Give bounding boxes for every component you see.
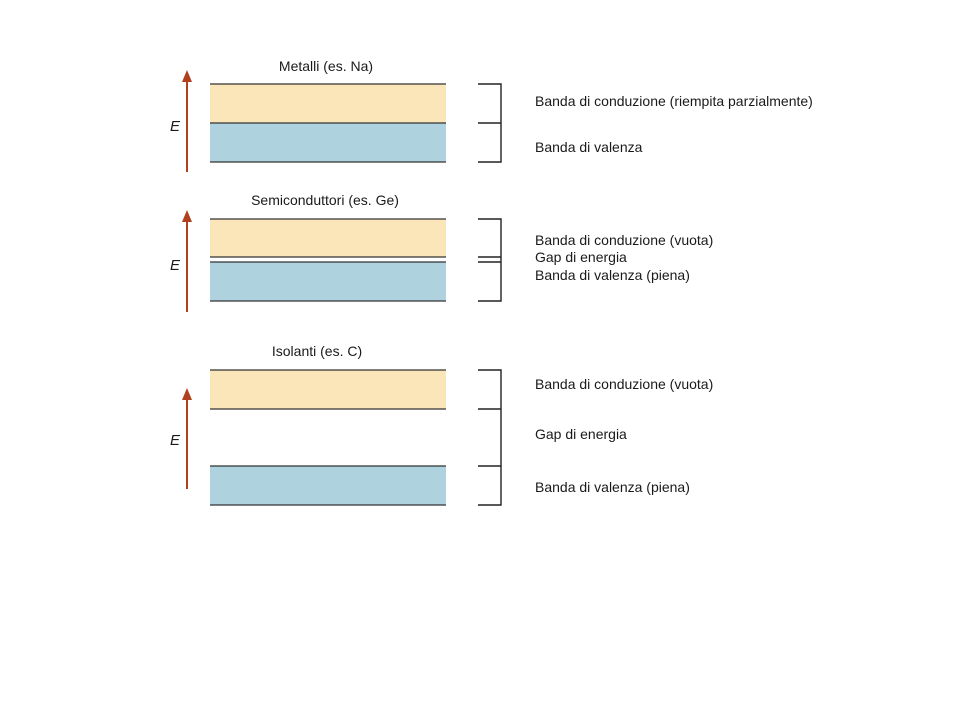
energy-arrowhead-icon (182, 70, 192, 82)
conduction-band-label: Banda di conduzione (vuota) (535, 376, 714, 392)
panel-semiconductors (170, 192, 713, 312)
conduction-band-label: Banda di conduzione (vuota) (535, 232, 714, 248)
panel-title-metals: Metalli (es. Na) (278, 58, 374, 74)
conduction-band (210, 219, 446, 257)
valence-band-label: Banda di valenza (piena) (535, 267, 690, 283)
energy-axis-label: E (169, 118, 181, 135)
bracket (478, 370, 501, 505)
energy-arrowhead-icon (182, 210, 192, 222)
valence-band-label: Banda di valenza (piena) (535, 479, 690, 495)
valence-band (210, 466, 446, 505)
bracket (478, 219, 501, 301)
energy-gap-label: Gap di energia (535, 249, 627, 265)
conduction-band-label: Banda di conduzione (riempita parzialmente) (535, 93, 813, 109)
panel-title-insulators: Isolanti (es. C) (271, 343, 363, 359)
valence-band-label: Banda di valenza (535, 139, 643, 155)
panel-insulators (170, 343, 713, 505)
energy-arrowhead-icon (182, 388, 192, 400)
energy-gap-label: Gap di energia (535, 426, 627, 442)
panel-metals (170, 58, 813, 172)
panel-title-semiconductors: Semiconduttori (es. Ge) (251, 192, 399, 208)
conduction-band (210, 84, 446, 123)
energy-axis-label: E (169, 432, 181, 449)
valence-band (210, 262, 446, 301)
valence-band (210, 123, 446, 162)
conduction-band (210, 370, 446, 409)
energy-axis-label: E (169, 257, 181, 274)
